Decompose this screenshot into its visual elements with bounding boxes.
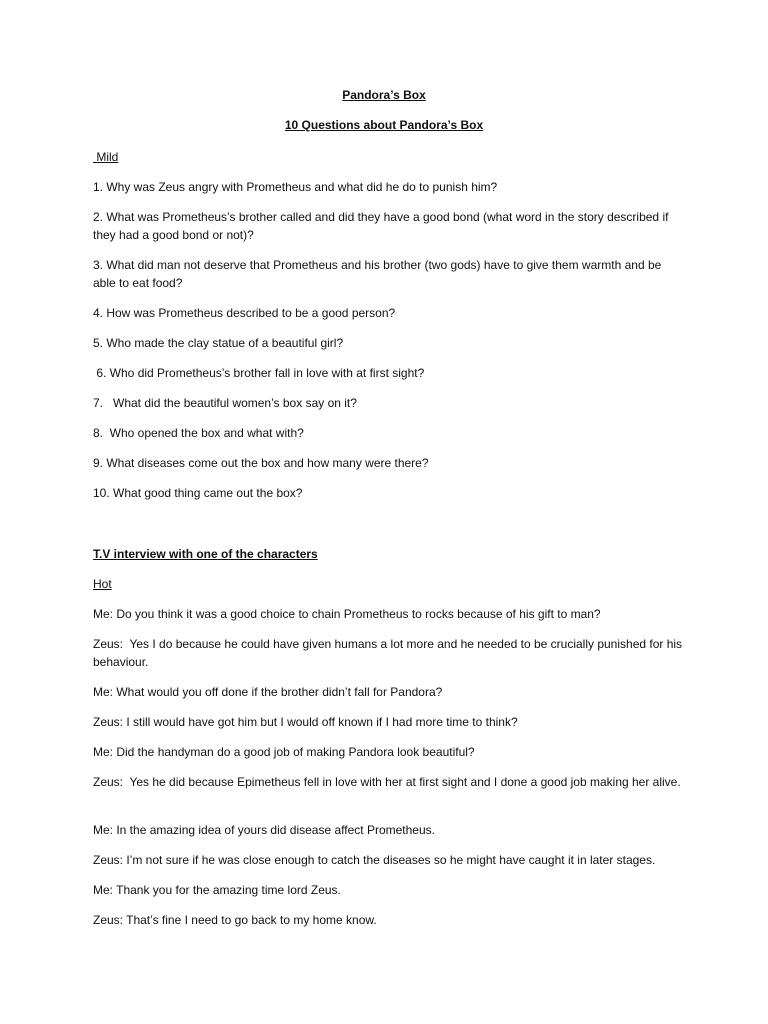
question-item: 9. What diseases come out the box and how many were there?	[93, 456, 429, 470]
interview-line: Zeus: Yes he did because Epimetheus fell in love with her at first sight and I done a good job making her alive.	[93, 775, 681, 789]
question-item: 8. Who opened the box and what with?	[93, 426, 304, 440]
interview-line: Zeus: Yes I do because he could have given humans a lot more and he needed to be crucially punished for his behaviour.	[93, 637, 686, 669]
interview-level-label: Hot	[93, 577, 112, 591]
question-item: 3. What did man not deserve that Prometheus and his brother (two gods) have to give them warmth and be able to eat food?	[93, 258, 665, 290]
interview-line: Me: Thank you for the amazing time lord Zeus.	[93, 883, 341, 897]
question-item: 2. What was Prometheus’s brother called and did they have a good bond (what word in the story described if they had a good bond or not)?	[93, 210, 672, 242]
questions-level-label: Mild	[93, 150, 119, 164]
question-item: 5. Who made the clay statue of a beautiful girl?	[93, 336, 344, 350]
document-subtitle: 10 Questions about Pandora’s Box	[284, 118, 484, 132]
interview-line: Zeus: I still would have got him but I would off known if I had more time to think?	[93, 715, 518, 729]
interview-line: Zeus: That’s fine I need to go back to my home know.	[93, 913, 377, 927]
interview-line: Me: Did the handyman do a good job of making Pandora look beautiful?	[93, 745, 475, 759]
question-item: 7. What did the beautiful women’s box say on it?	[93, 396, 357, 410]
document-title: Pandora’s Box	[342, 88, 426, 102]
question-item: 4. How was Prometheus described to be a good person?	[93, 306, 396, 320]
interview-line: Me: What would you off done if the brother didn’t fall for Pandora?	[93, 685, 443, 699]
interview-line: Me: In the amazing idea of yours did disease affect Prometheus.	[93, 823, 435, 837]
question-item: 1. Why was Zeus angry with Prometheus and what did he do to punish him?	[93, 180, 498, 194]
interview-line: Me: Do you think it was a good choice to chain Prometheus to rocks because of his gift to man?	[93, 607, 601, 621]
question-item: 10. What good thing came out the box?	[93, 486, 303, 500]
interview-heading: T.V interview with one of the characters	[93, 547, 318, 561]
question-item: 6. Who did Prometheus’s brother fall in love with at first sight?	[93, 366, 425, 380]
interview-line: Zeus: I’m not sure if he was close enough to catch the diseases so he might have caught it in later stages.	[93, 853, 656, 867]
